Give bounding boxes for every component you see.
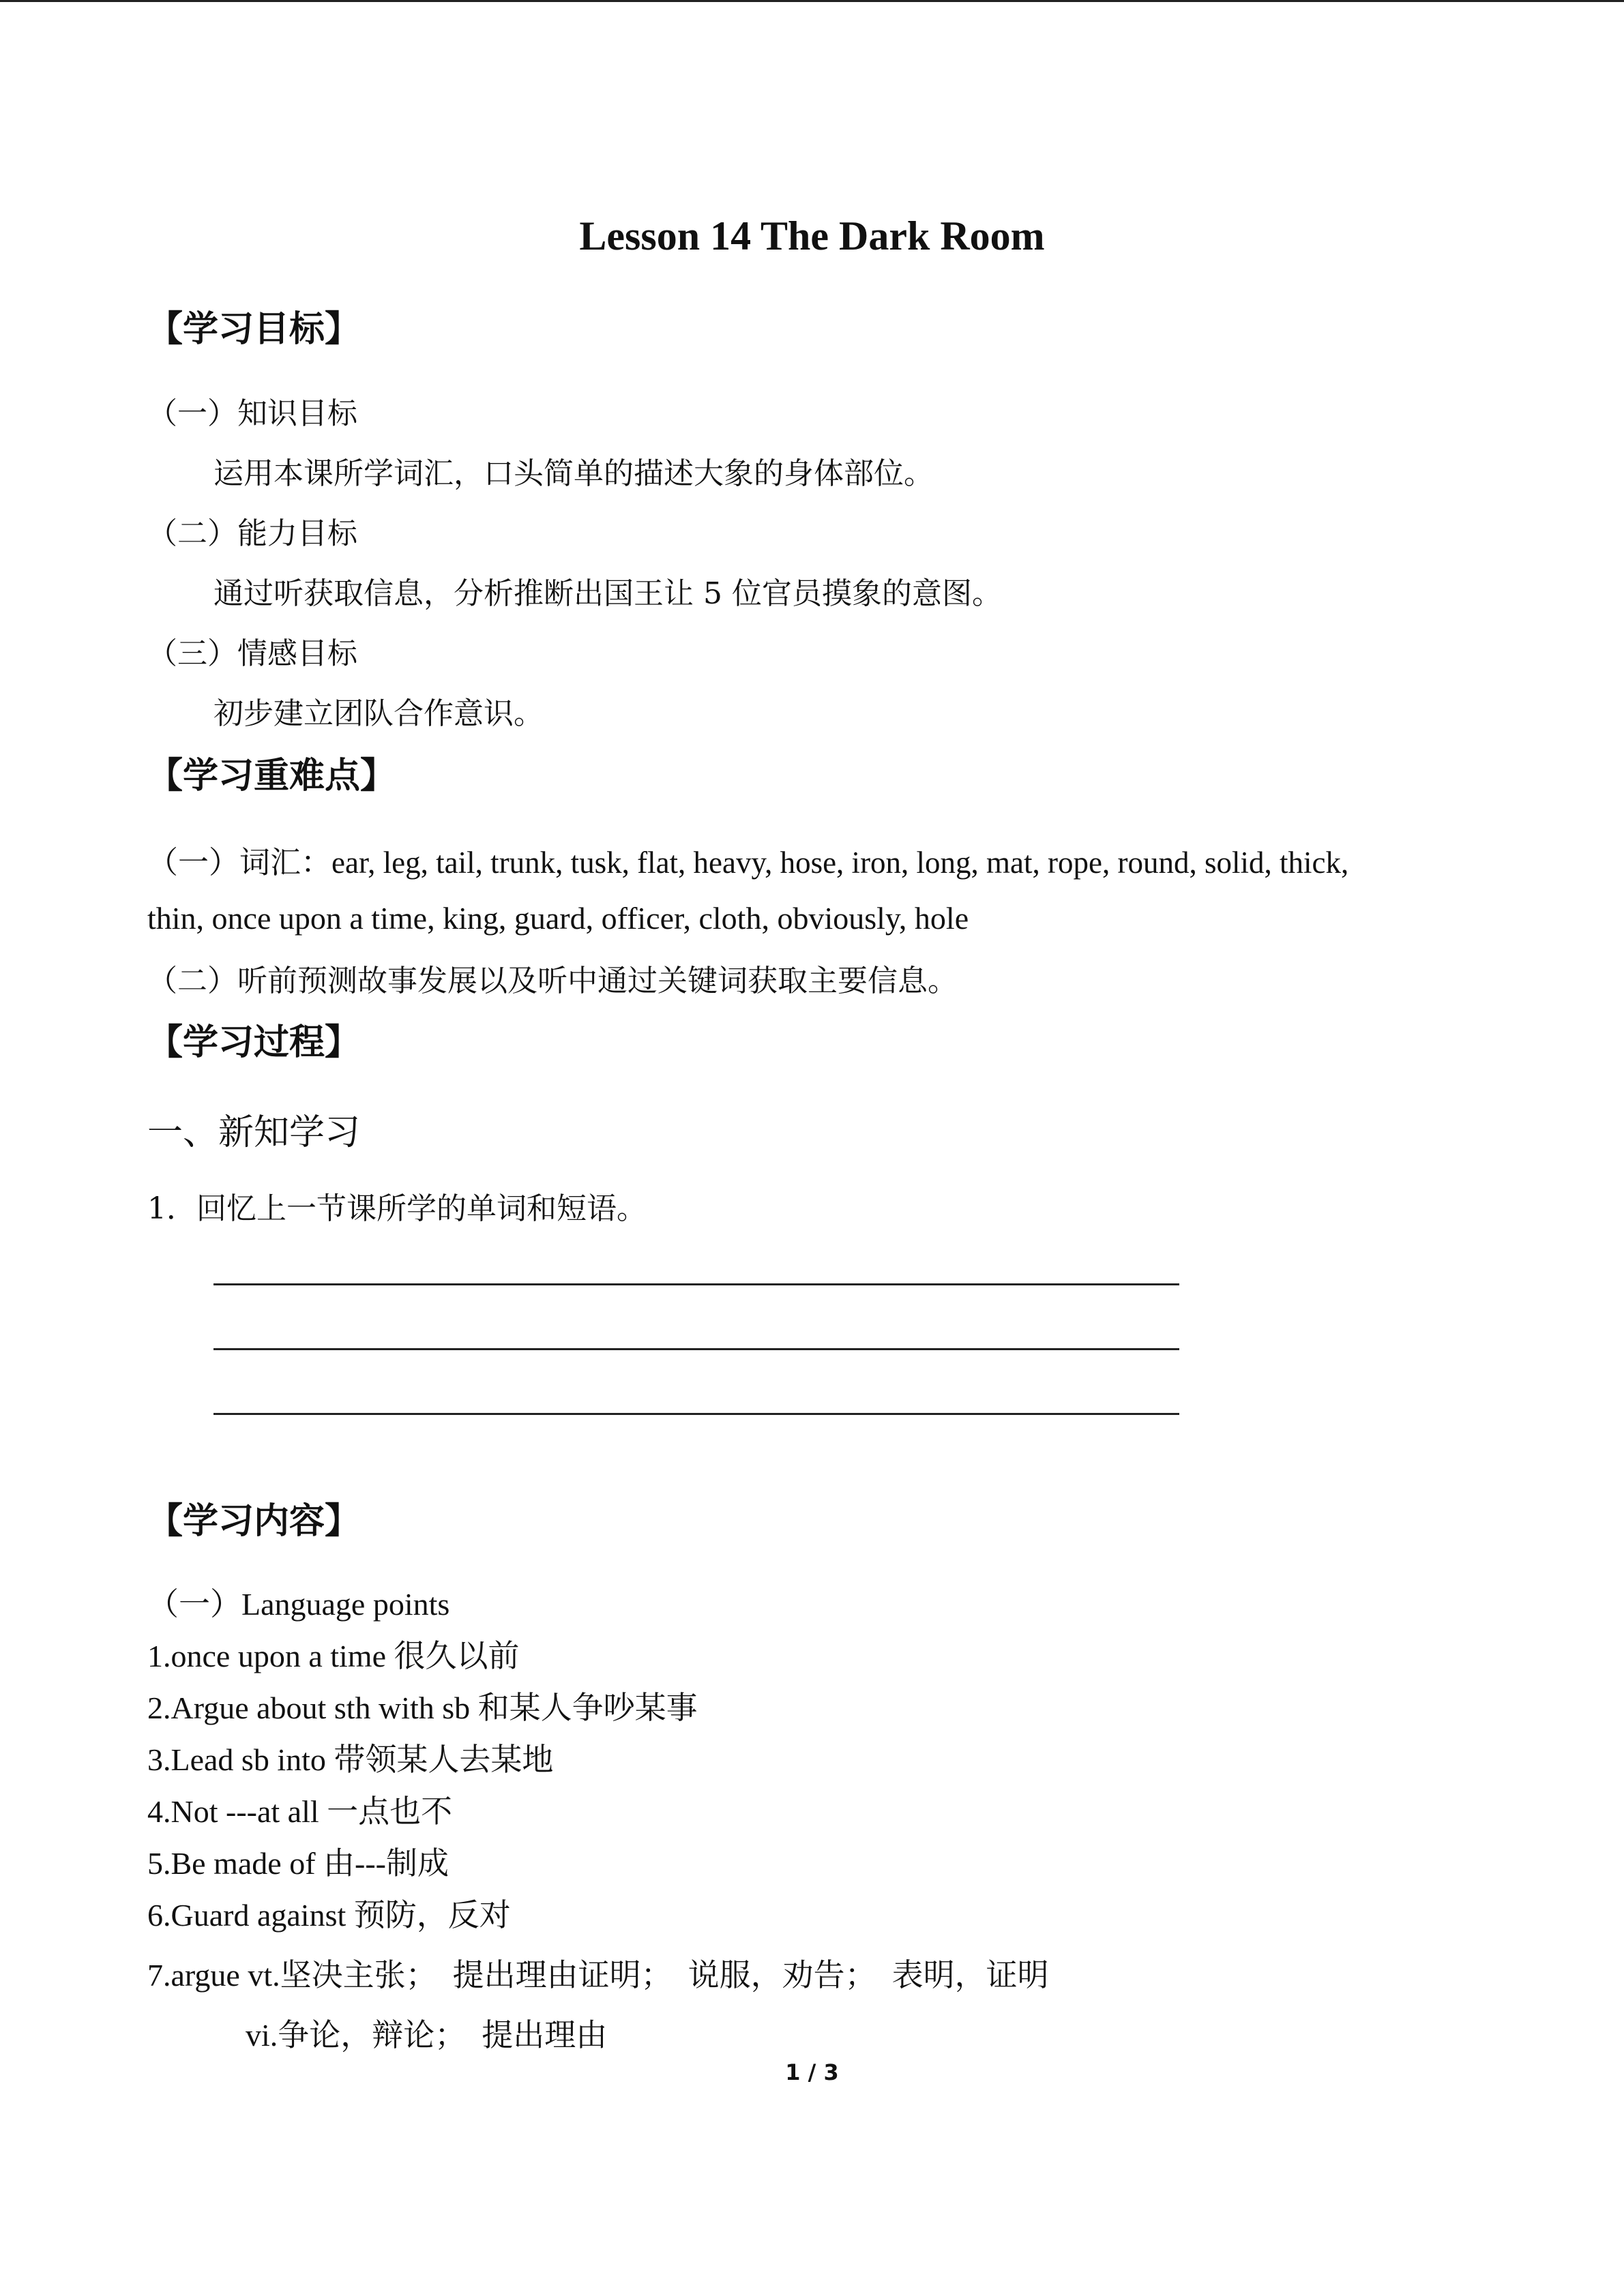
listening-point: （二）听前预测故事发展以及听中通过关键词获取主要信息。: [147, 964, 958, 998]
top-border: [0, 0, 1624, 2]
ability-objective-text: 通过听获取信息，分析推断出国王让 5 位官员摸象的意图。: [213, 576, 1002, 611]
language-point-1: 1.once upon a time 很久以前: [147, 1639, 520, 1673]
language-point-6: 6.Guard against 预防，反对: [147, 1898, 511, 1933]
content-heading: 【学习内容】: [147, 1501, 361, 1542]
knowledge-objective-label: （一）知识目标: [147, 396, 357, 431]
language-point-7: 7.argue vt.坚决主张； 提出理由证明； 说服，劝告； 表明，证明: [147, 1958, 1049, 1993]
answer-line-1: [213, 1283, 1179, 1285]
language-point-7-continued: vi.争论，辩论； 提出理由: [246, 2018, 608, 2053]
answer-line-3: [213, 1413, 1179, 1415]
language-point-3: 3.Lead sb into 带领某人去某地: [147, 1742, 554, 1777]
language-points-label: （一）Language points: [147, 1587, 450, 1622]
ability-objective-label: （二）能力目标: [147, 516, 357, 551]
vocabulary-line-2: thin, once upon a time, king, guard, officer, cloth, obviously, hole: [147, 901, 969, 936]
vocabulary-line-1: （一）词汇：ear, leg, tail, trunk, tusk, flat, heavy, hose, iron, long, mat, rope, round, solid, thick,: [147, 846, 1349, 880]
key-points-heading: 【学习重难点】: [147, 756, 396, 796]
task-1: 1．回忆上一节课所学的单词和短语。: [147, 1191, 647, 1226]
process-heading: 【学习过程】: [147, 1022, 361, 1063]
language-point-2: 2.Argue about sth with sb 和某人争吵某事: [147, 1690, 698, 1725]
language-point-4: 4.Not ---at all 一点也不: [147, 1794, 453, 1829]
document-title: Lesson 14 The Dark Room: [579, 213, 1045, 258]
page-number: 1 / 3: [785, 2059, 839, 2085]
emotion-objective-text: 初步建立团队合作意识。: [213, 696, 544, 731]
answer-line-2: [213, 1348, 1179, 1350]
language-point-5: 5.Be made of 由---制成: [147, 1846, 449, 1881]
objectives-heading: 【学习目标】: [147, 309, 361, 350]
emotion-objective-label: （三）情感目标: [147, 636, 357, 671]
knowledge-objective-text: 运用本课所学词汇，口头简单的描述大象的身体部位。: [213, 456, 934, 491]
new-knowledge-section: 一、新知学习: [147, 1112, 361, 1153]
